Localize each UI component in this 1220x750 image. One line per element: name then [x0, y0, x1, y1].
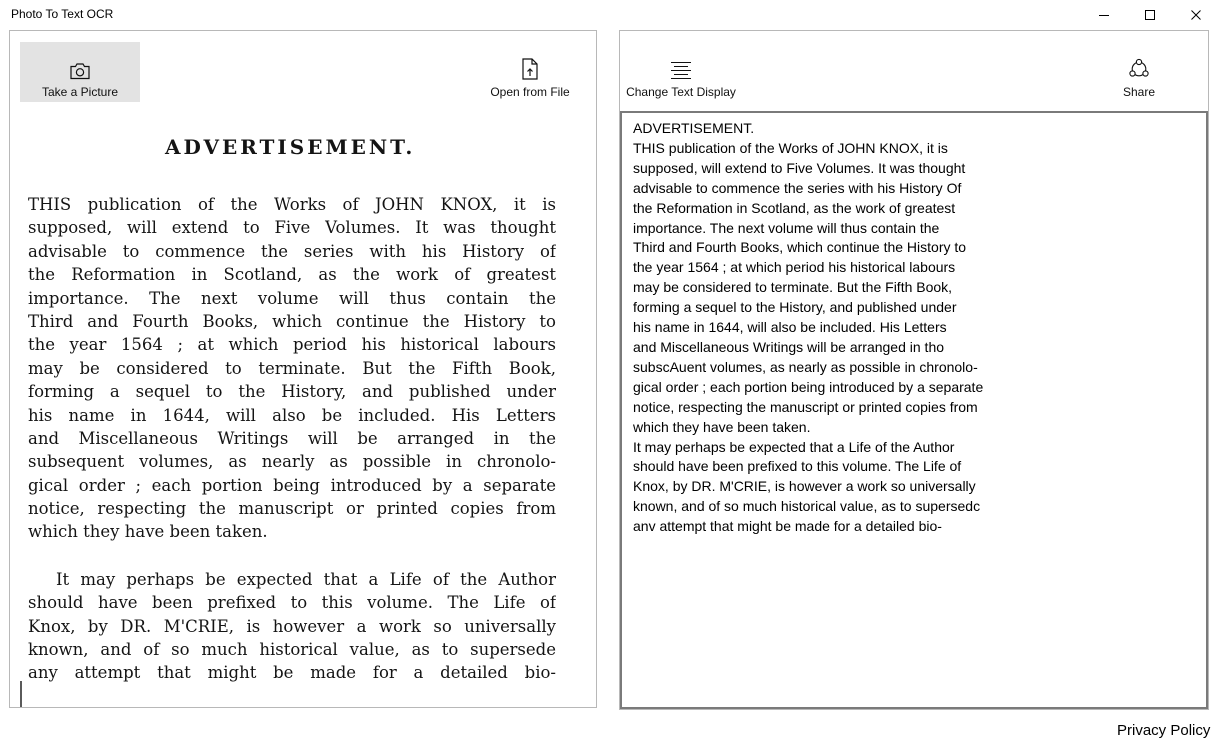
scanned-page-image — [10, 121, 596, 708]
ocr-text-box[interactable] — [620, 111, 1208, 709]
take-picture-label: Take a Picture — [41, 85, 119, 99]
close-button[interactable] — [1173, 0, 1219, 30]
ocr-line: ADVERTISEMENT. — [633, 120, 755, 136]
scan-line: subsequent volumes, as nearly as possible in chronolo- — [28, 452, 556, 472]
ocr-line: his name in 1644, will also be included. His Letters — [633, 319, 947, 336]
ocr-line: known, and of so much historical value, as to supersedc — [633, 498, 981, 515]
ocr-line: the Reformation in Scotland, as the work of greatest — [633, 199, 956, 216]
ocr-line: It may perhaps be expected that a Life of the Author — [633, 438, 955, 455]
open-from-file-label: Open from File — [490, 85, 570, 99]
maximize-icon — [1144, 9, 1156, 21]
scan-line: advisable to commence the series with his History of — [28, 241, 556, 261]
scan-line: It may perhaps be expected that a Life of the Author — [56, 569, 556, 589]
scan-heading: ADVERTISEMENT. — [165, 135, 416, 159]
ocr-line: advisable to commence the series with his History Of — [633, 179, 962, 196]
close-icon — [1190, 9, 1202, 21]
scan-line: his name in 1644, will also be included. His Letters — [28, 405, 556, 425]
scan-line: the year 1564 ; at which period his historical labours — [28, 335, 556, 355]
ocr-line: which they have been taken. — [633, 418, 811, 435]
image-panel — [9, 30, 597, 708]
ocr-line: anv attempt that might be made for a detailed bio- — [633, 518, 942, 535]
scan-line: the Reformation in Scotland, as the work of greatest — [28, 265, 556, 285]
scan-body — [28, 193, 556, 685]
ocr-line: may be considered to terminate. But the Fifth Book, — [633, 279, 953, 296]
align-text-icon — [670, 52, 692, 80]
scan-line: importance. The next volume will thus contain the — [28, 288, 556, 308]
take-picture-button[interactable] — [20, 42, 140, 102]
ocr-line: THIS publication of the Works of JOHN KNOX, it is — [633, 139, 948, 156]
ocr-line: gical order ; each portion being introduced by a separate — [633, 378, 984, 395]
page-edge-shadow — [20, 681, 22, 708]
scan-line: known, and of so much historical value, as to supersede — [28, 640, 556, 660]
scan-line: Knox, by DR. M'CRIE, is however a work so universally — [28, 616, 556, 636]
camera-icon — [69, 52, 91, 80]
scan-line: supposed, will extend to Five Volumes. It was thought — [28, 218, 556, 238]
scan-line: may be considered to terminate. But the Fifth Book, — [28, 358, 556, 378]
change-text-display-button[interactable] — [624, 42, 738, 102]
ocr-text — [633, 119, 983, 537]
title-bar — [0, 0, 1220, 30]
ocr-line: subscAuent volumes, as nearly as possible in chronolo- — [633, 358, 978, 375]
ocr-line: Knox, by DR. M'CRIE, is however a work so universally — [633, 478, 976, 495]
ocr-line: should have been prefixed to this volume. The Life of — [633, 458, 962, 475]
maximize-button[interactable] — [1127, 0, 1173, 30]
scan-line: which they have been taken. — [28, 522, 268, 542]
share-icon — [1128, 52, 1150, 80]
text-panel — [619, 30, 1209, 710]
ocr-line: importance. The next volume will thus contain the — [633, 219, 940, 236]
privacy-policy-link[interactable]: Privacy Policy — [1117, 722, 1211, 739]
scan-line: and Miscellaneous Writings will be arranged in the — [28, 428, 556, 448]
scan-line: notice, respecting the manuscript or printed copies from — [28, 499, 556, 519]
open-from-file-button[interactable] — [480, 42, 580, 102]
ocr-line: notice, respecting the manuscript or printed copies from — [633, 398, 978, 415]
scan-line: gical order ; each portion being introduced by a separate — [28, 475, 556, 495]
app-title: Photo To Text OCR — [11, 7, 114, 21]
ocr-line: and Miscellaneous Writings will be arranged in tho — [633, 338, 945, 355]
file-upload-icon — [521, 52, 539, 80]
minimize-icon — [1098, 9, 1110, 21]
minimize-button[interactable] — [1081, 0, 1127, 30]
ocr-line: Third and Fourth Books, which continue the History to — [633, 239, 967, 256]
ocr-line: supposed, will extend to Five Volumes. It was thought — [633, 159, 966, 176]
ocr-line: forming a sequel to the History, and published under — [633, 299, 957, 316]
share-button[interactable] — [1112, 42, 1166, 102]
scan-line: forming a sequel to the History, and published under — [28, 382, 556, 402]
scan-line: THIS publication of the Works of JOHN KNOX, it is — [28, 195, 556, 214]
share-label: Share — [1122, 85, 1156, 99]
scan-line: any attempt that might be made for a detailed bio- — [28, 663, 556, 683]
change-text-display-label: Change Text Display — [626, 85, 736, 99]
scan-line: Third and Fourth Books, which continue the History to — [28, 311, 556, 331]
ocr-line: the year 1564 ; at which period his historical labours — [633, 259, 956, 276]
scan-line: should have been prefixed to this volume. The Life of — [28, 593, 556, 613]
